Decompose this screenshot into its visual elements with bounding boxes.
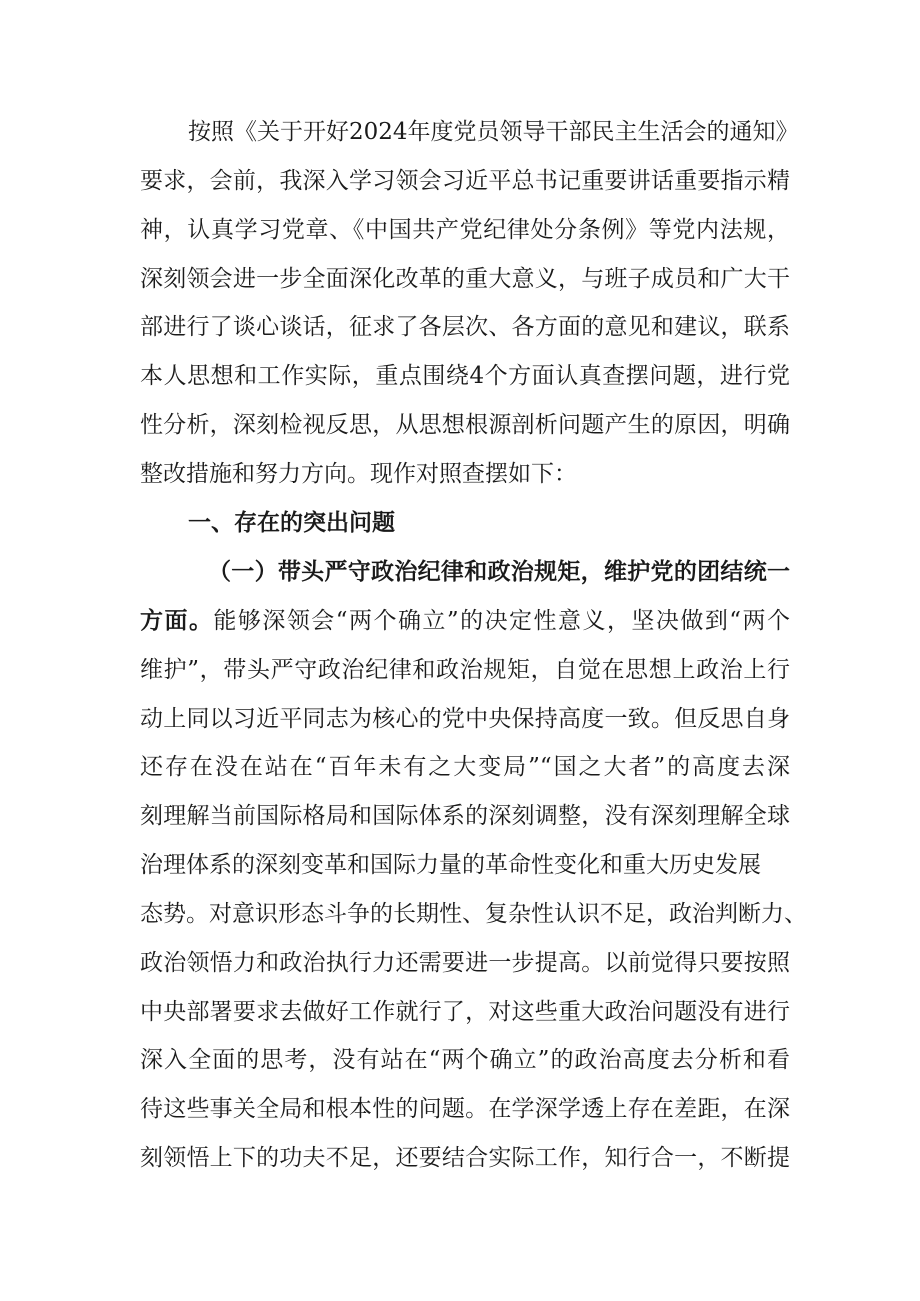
paragraph-line: 本人思想和工作实际，重点围绕4个方面认真查摆问题，进行党 [140, 363, 790, 389]
paragraph-line: 整改措施和努力方向。现作对照查摆如下： [140, 461, 577, 487]
paragraph-line: 动上同以习近平同志为核心的党中央保持高度一致。但反思自身 [140, 706, 790, 732]
paragraph-line: 维护”，带头严守政治纪律和政治规矩，自觉在思想上政治上行 [140, 657, 790, 683]
paragraph-line: 深入全面的思考，没有站在“两个确立”的政治高度去分析和看 [140, 1047, 790, 1073]
subheading: （一）带头严守政治纪律和政治规矩，维护党的团结统一 [208, 558, 790, 585]
paragraph-line: 深刻领会进一步全面深化改革的重大意义，与班子成员和广大干 [140, 266, 790, 292]
paragraph-line: 态势。对意识形态斗争的长期性、复杂性认识不足，政治判断力、 [140, 901, 807, 927]
paragraph-line: 性分析，深刻检视反思，从思想根源剖析问题产生的原因，明确 [140, 412, 790, 438]
paragraph-line: 政治领悟力和政治执行力还需要进一步提高。以前觉得只要按照 [140, 950, 790, 976]
paragraph-line: 按照《关于开好2024年度党员领导干部民主生活会的通知》 [188, 119, 799, 145]
paragraph-line: 要求，会前，我深入学习领会习近平总书记重要讲话重要指示精 [140, 168, 790, 194]
paragraph-line: 还存在没在站在“百年未有之大变局”“国之大者”的高度去深 [140, 754, 790, 780]
paragraph-line: 治理体系的深刻变革和国际力量的革命性变化和重大历史发展 [140, 852, 761, 878]
paragraph-text: 能够深领会“两个确立”的决定性意义，坚决做到“两个 [213, 608, 791, 634]
paragraph-line: 部进行了谈心谈话，征求了各层次、各方面的意见和建议，联系 [140, 314, 790, 340]
paragraph-line: 刻理解当前国际格局和国际体系的深刻调整，没有深刻理解全球 [140, 803, 790, 829]
section-heading: 一、存在的突出问题 [188, 509, 395, 536]
paragraph-line: 待这些事关全局和根本性的问题。在学深学透上存在差距，在深 [140, 1096, 790, 1122]
subheading-tail: 方面。 [140, 607, 214, 634]
paragraph-line: 神，认真学习党章、《中国共产党纪律处分条例》等党内法规， [140, 217, 790, 243]
paragraph-line: 中央部署要求去做好工作就行了，对这些重大政治问题没有进行 [140, 999, 790, 1025]
paragraph-line: 刻领悟上下的功夫不足，还要结合实际工作，知行合一，不断提 [140, 1145, 790, 1171]
subheading-continuation [140, 606, 790, 636]
